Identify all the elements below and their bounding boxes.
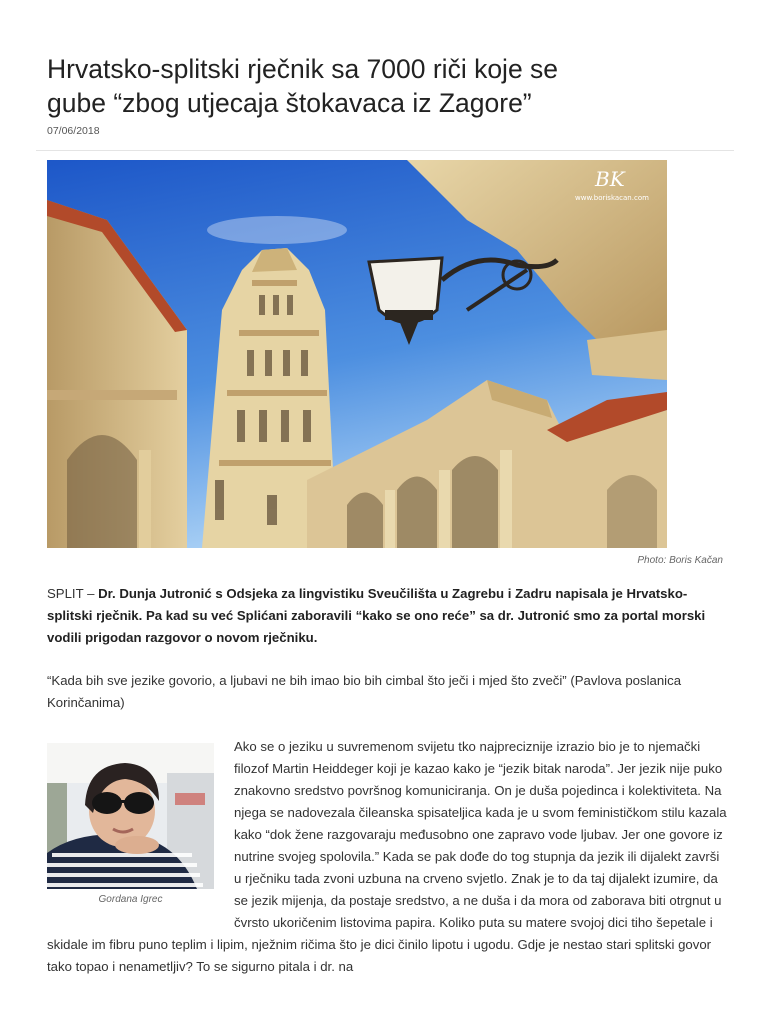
article-paragraph: Ako se o jeziku u suvremenom svijetu tko najpreciznije izrazio bio je to njemački filozof Martin Heiddeger koji je kazao kako je “jezik bitak naroda”. Jer jezik nije puko znakovno sredstvo površnog komuniciranja. On je duša pojedinca i kolektiviteta. Na njega se nadovezala čileanska spisateljica kada je u svom feminističkom stilu kazala kako “dok žene razgovaraju međusobno one zapravo vode ljubav. Jer one govore iz nutrine svojeg spolovila.” Kada se pak dođe do tog stupnja da jezik ili dijalekt završi u rječniku tada zvoni uzbuna na crveno svjetlo. Znak je to da taj dijalekt izumire, da se jezik mijenja, da postaje sredstvo, a ne duša i da mora od zaborava biti otrgnut u čvrsto ukoričenim listovima papira. Koliko puta su matere svojoj dici tiho šepetale i skidale im fibru puno teplim i lipim, nježnim ričima što je dici činilo lipotu i ugodu. Gdje je nestao stari splitski govor tako topao i nenametljiv? To se sigurno pitala i dr. na bbox=[47, 739, 727, 974]
article-body bbox=[47, 736, 727, 978]
lead-bold-text: Dr. Dunja Jutronić s Odsjeka za lingvistiku Sveučilišta u Zagrebu i Zadru napisala je Hrvatsko-splitski rječnik. Pa kad su već Splićani zaboravili “kako se ono reće” sa dr. Jutronić smo za portal morski vodili prigodan razgovor o novom rječniku. bbox=[47, 586, 706, 645]
portrait-space bbox=[47, 736, 234, 921]
lead-dateline: SPLIT – bbox=[47, 586, 99, 601]
article-quote: “Kada bih sve jezike govorio, a ljubavi ne bih imao bio bih cimbal što ječi i mjed što zveči” (Pavlova poslanica Korinčanima) bbox=[47, 673, 682, 710]
article-date: 07/06/2018 bbox=[47, 125, 100, 137]
header-divider bbox=[36, 150, 734, 151]
watermark-url: www.boriskacan.com bbox=[575, 194, 649, 202]
hero-photo-caption: Photo: Boris Kačan bbox=[637, 555, 723, 566]
article-lead bbox=[47, 583, 727, 649]
portrait-caption: Gordana Igrec bbox=[98, 894, 163, 905]
hero-photo bbox=[47, 160, 667, 548]
watermark-logo: BK bbox=[595, 167, 625, 191]
hero-photo-illustration bbox=[47, 160, 667, 548]
article-title: Hrvatsko-splitski rječnik sa 7000 riči koje se gube “zbog utjecaja štokavaca iz Zagore” bbox=[47, 54, 559, 118]
